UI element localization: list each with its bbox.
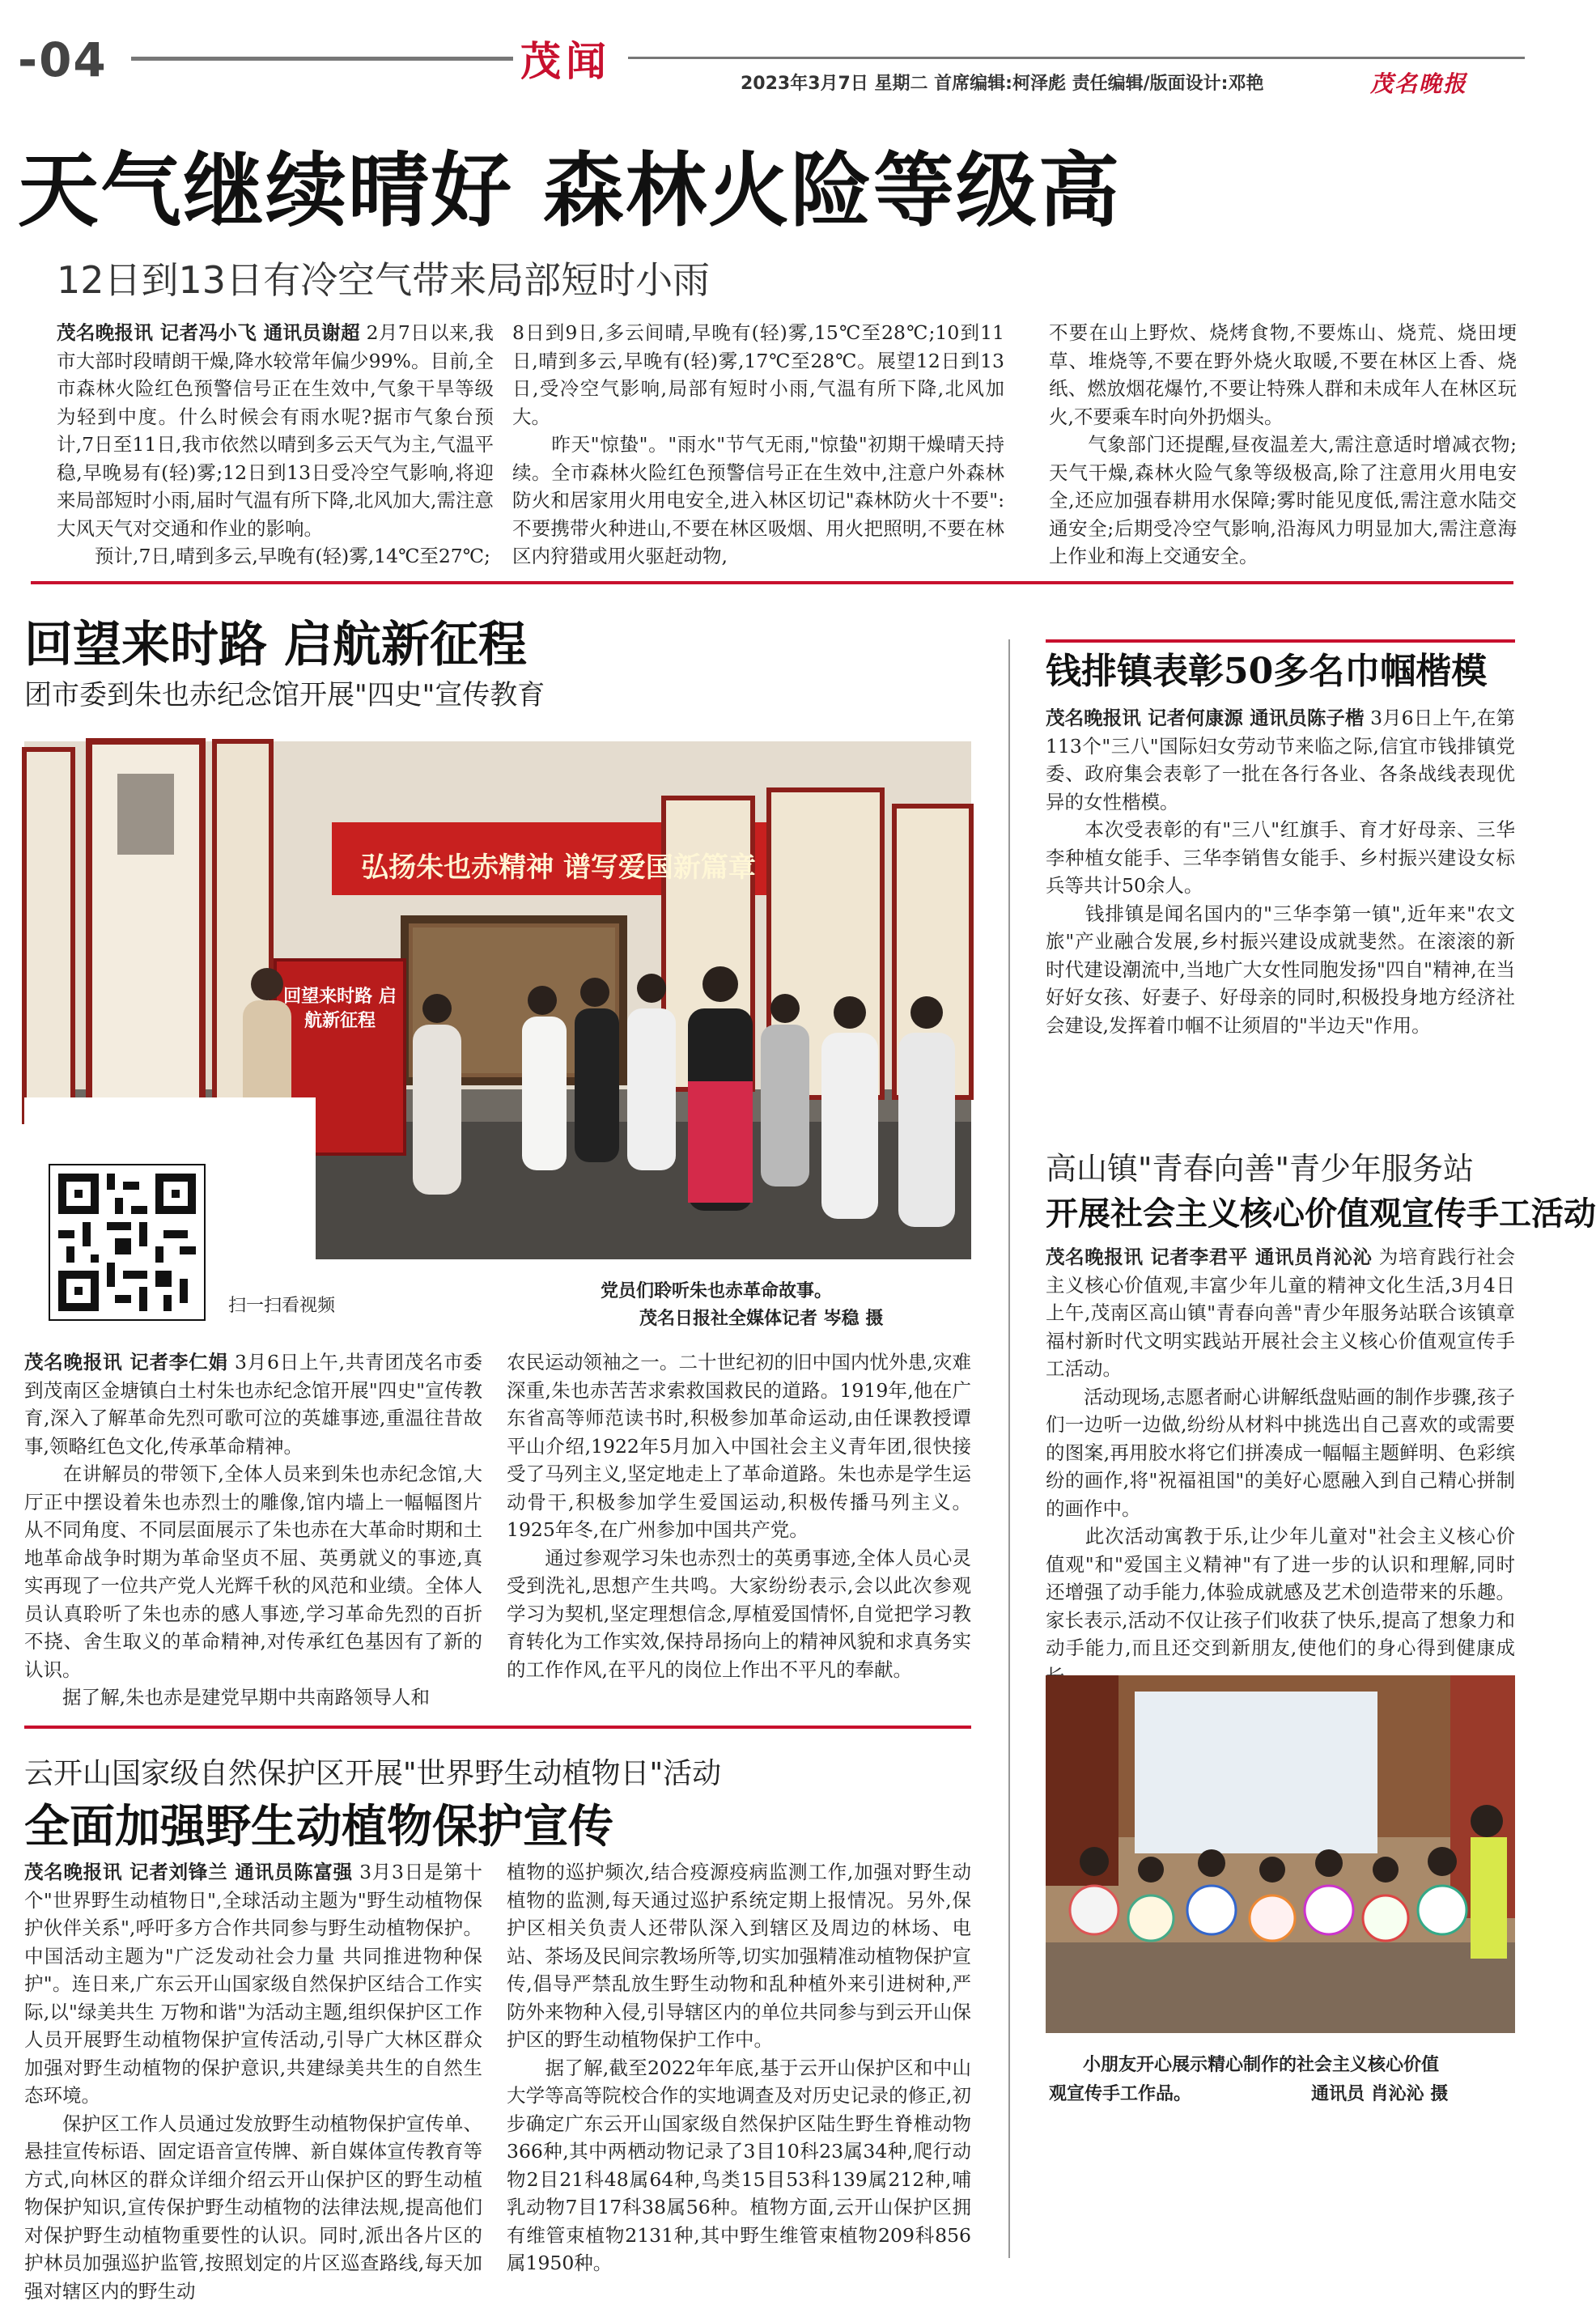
lead-byline: 茂名晚报讯 记者冯小飞 通讯员谢超 [57, 321, 360, 344]
section-name: 茂闻 [513, 29, 618, 87]
story3-column-2 [507, 1858, 971, 2279]
story3-text-1: 3月3日是第十个"世界野生动植物日",全球活动主题为"野生动植物保护伙伴关系",呼吁多方合作共同参与野生动植物保护。中国活动主题为"广泛发动社会力量 共同推进物种保护"。连日来,广东云开山国家级自然保护区结合工作实际,以"绿美共生 万物和谐"为活动主题,组织保护区工作人员开展野生动植物保护宣传活动,引导广大林区群众加强对野生动植物的保护意识,共建绿美共生的自然生态环境。 保护区工作人员通过发放野生动植物保护宣传单、悬挂宣传标语、固定语音宣传牌、新自媒体宣传教育等方式,向林区的群众详细介绍云开山保护区的野生动植物保护知识,宣传保护野生动植物的法律法规,提高他们对保护野生动植物重要性的认识。同时,派出各片区的护林员加强巡护监管,按照划定的片区巡查路线,每天加强对辖区内的野生动 [24, 1861, 482, 2303]
story3-headline: 全面加强野生动植物保护宣传 [24, 1800, 613, 1853]
story4-column [1046, 704, 1515, 1044]
story2-headline: 回望来时路 启航新征程 [24, 617, 527, 673]
story2-byline: 茂名晚报讯 记者李仁娟 [24, 1351, 228, 1373]
newspaper-logo: 茂名晚报 [1370, 70, 1468, 97]
story5-caption-credit: 通讯员 肖沁沁 摄 [1311, 2084, 1449, 2104]
lead-subheadline: 12日到13日有冷空气带来局部短时小雨 [57, 258, 711, 302]
section-divider-top [31, 581, 1513, 584]
section-divider-mid [24, 1726, 971, 1729]
lead-headline: 天气继续晴好 森林火险等级高 [18, 142, 1121, 238]
story2-text-2: 农民运动领袖之一。二十世纪初的旧中国内忧外患,灾难深重,朱也赤苦苦求索救国救民的道路。1919年,他在广东省高等师范读书时,积极参加革命运动,由任课教授谭平山介绍,1922年5月加入中国社会主义青年团,很快接受了马列主义,坚定地走上了革命道路。朱也赤是学生运动骨干,积极参加学生爱国运动,积极传播马列主义。1925年冬,在广州参加中国共产党。 通过参观学习朱也赤烈士的英勇事迹,全体人员心灵受到洗礼,思想产生共鸣。大家纷纷表示,会以此次参观学习为契机,坚定理想信念,厚植爱国情怀,自觉把学习教育转化为工作实效,保持昂扬向上的精神风貌和求真务实的工作作风,在平凡的岗位上作出不平凡的奉献。 [507, 1351, 971, 1681]
story5-headline: 开展社会主义核心价值观宣传手工活动 [1046, 1195, 1596, 1233]
story3-text-2: 植物的巡护频次,结合疫源疫病监测工作,加强对野生动植物的监测,每天通过巡护系统定期上报情况。另外,保护区相关负责人还带队深入到辖区及周边的林场、电站、茶场及民间宗教场所等,切实加强精准动植物保护宣传,倡导严禁乱放生野生动物和乱种植外来引进树种,严防外来物种入侵,引导辖区内的单位共同参与到云开山保护区的野生动植物保护工作中。 据了解,截至2022年年底,基于云开山保护区和中山大学等高等院校合作的实地调查及对历史记录的修正,初步确定广东云开山国家级自然保护区陆生野生脊椎动物366种,其中两栖动物记录了3目10科23属34种,爬行动物2目21科48属64种,鸟类15目53科139属212种,哺乳动物7目17科38属56种。植物方面,云开山保护区拥有维管束植物2131种,其中野生维管束植物209科856属1950种。 [507, 1861, 971, 2274]
page-number: -04 [18, 32, 108, 87]
lead-text-1: 2月7日以来,我市大部时段晴朗干燥,降水较常年偏少99%。目前,全市森林火险红色预警信号正在生效中,气象干旱等级为轻到中度。什么时候会有雨水呢?据市气象台预计,7日至11日,我市依然以晴到多云天气为主,气温平稳,早晚易有(轻)雾;12日到13日受冷空气影响,将迎来局部短时小雨,届时气温有所下降,北风加大,需注意大风天气对交通和作业的影响。 预计,7日,晴到多云,早晚有(轻)雾,14℃至27℃; [57, 321, 494, 567]
qr-code[interactable] [49, 1164, 206, 1321]
qr-label: 扫一扫看视频 [228, 1296, 336, 1316]
story2-subheadline: 团市委到朱也赤纪念馆开展"四史"宣传教育 [24, 679, 545, 711]
lead-column-1 [57, 319, 494, 567]
story2-text-1: 3月6日上午,共青团茂名市委到茂南区金塘镇白土村朱也赤纪念馆开展"四史"宣传教育,深入了解革命先烈可歌可泣的英雄事迹,重温往昔故事,领略红色文化,传承革命精神。 在讲解员的带领下,全体人员来到朱也赤纪念馆,大厅正中摆设着朱也赤烈士的雕像,馆内墙上一幅幅图片从不同角度、不同层面展示了朱也赤在大革命时期和土地革命战争时期为革命坚贞不屈、英勇就义的事迹,真实再现了一位共产党人光辉千秋的风范和业绩。全体人员认真聆听了朱也赤的感人事迹,学习革命先烈的百折不挠、舍生取义的革命精神,对传承红色基因有了新的认识。 据了解,朱也赤是建党早期中共南路领导人和 [24, 1351, 482, 1709]
story5-caption-1: 小朋友开心展示精心制作的社会主义核心价值 [1083, 2055, 1440, 2075]
photo-banner-text: 弘扬朱也赤精神 谱写爱国新篇章 [361, 851, 756, 884]
story2-caption-1: 党员们聆听朱也赤革命故事。 [601, 1281, 833, 1301]
story5-text: 为培育践行社会主义核心价值观,丰富少年儿童的精神文化生活,3月4日上午,茂南区高山镇"青春向善"青少年服务站联合该镇章福村新时代文明实践站开展社会主义核心价值观宣传手工活动。 活动现场,志愿者耐心讲解纸盘贴画的制作步骤,孩子们一边听一边做,纷纷从材料中挑选出自己喜欢的或需要的图案,再用胶水将它们拼凑成一幅幅主题鲜明、色彩缤纷的画作,将"祝福祖国"的美好心愿融入到自己精心拼制的画作中。 此次活动寓教于乐,让少年儿童对"社会主义核心价值观"和"爱国主义精神"有了进一步的认识和理解,同时还增强了动手能力,体验成就感及艺术创造带来的乐趣。家长表示,活动不仅让孩子们收获了快乐,提高了想象力和动手能力,而且还交到新朋友,使他们的身心得到健康成 [1046, 1246, 1515, 1659]
lead-text-3: 不要在山上野炊、烧烤食物,不要炼山、烧荒、烧田埂草、堆烧等,不要在野外烧火取暖,不要在林区上香、烧纸、燃放烟花爆竹,不要让特殊人群和未成年人在林区玩火,不要乘车时向外扔烟头。 气象部门还提醒,昼夜温差大,需注意适时增减衣物;天气干燥,森林火险气象等级极高,除了注意用火用电安全,还应加强春耕用水保障;雾时能见度低,需注意水陆交通安全;后期受冷空气影响,沿海风力明显加大,需注意海上作业和海上交通安全。 [1049, 321, 1517, 567]
story5-kicker: 高山镇"青春向善"青少年服务站 [1046, 1151, 1474, 1186]
story3-byline: 茂名晚报讯 记者刘锋兰 通讯员陈富强 [24, 1861, 353, 1883]
masthead-rule-right [628, 57, 1525, 59]
lead-column-3 [1049, 319, 1517, 567]
children-handicraft-photo [1046, 1675, 1515, 2033]
story2-column-2 [507, 1348, 971, 1735]
story4-headline: 钱排镇表彰50多名巾帼楷模 [1046, 651, 1488, 692]
story4-top-rule [1046, 639, 1515, 643]
story5-column [1046, 1243, 1515, 1661]
story2-column-1 [24, 1348, 482, 1735]
story3-column-1 [24, 1858, 482, 2303]
masthead-rule-left [131, 57, 528, 61]
story4-byline: 茂名晚报讯 记者何康源 通讯员陈子楷 [1046, 707, 1365, 729]
story5-byline: 茂名晚报讯 记者李君平 通讯员肖沁沁 [1046, 1246, 1373, 1268]
story2-caption-2: 茂名日报社全媒体记者 岑稳 摄 [639, 1309, 884, 1329]
lead-text-2: 8日到9日,多云间晴,早晚有(轻)雾,15℃至28℃;10到11日,晴到多云,早晚有(轻)雾,17℃至28℃。展望12日到13日,受冷空气影响,局部有短时小雨,气温有所下降,北风加大。 昨天"惊蛰"。"雨水"节气无雨,"惊蛰"初期干燥晴天持续。全市森林火险红色预警信号正在生效中,注意户外森林防火和居家用火用电安全,进入林区切记"森林防火十不要":不要携带火种进山,不要在林区吸烟、用火把照明,不要在林区内狩猎或用火驱赶动物, [512, 321, 1004, 567]
column-divider [1008, 639, 1010, 2258]
photo-board-text: 回望来时路 启航新征程 [283, 986, 397, 1031]
story4-text: 3月6日上午,在第113个"三八"国际妇女劳动节来临之际,信宜市钱排镇党委、政府集会表彰了一批在各行各业、各条战线表现优异的女性楷模。 本次受表彰的有"三八"红旗手、育才好母亲、三华李种植女能手、三华李销售女能手、乡村振兴建设女标兵等共计50余人。 钱排镇是闻名国内的"三华李第一镇",近年来"农文旅"产业融合发展,乡村振兴建设成就斐然。在滚滚的新时代建设潮流中,当地广大女性同胞发扬"四自"精神,在当好好女孩、好妻子、好母亲的同时,积极投身地方经济社会建设,发挥着巾帼不让须眉的"半边天"作用。 [1046, 707, 1515, 1037]
story5-caption-2: 观宣传手工作品。 [1049, 2084, 1192, 2104]
masthead-info: 2023年3月7日 星期二 首席编辑:柯泽彪 责任编辑/版面设计:邓艳 [741, 74, 1264, 94]
lead-column-2 [512, 319, 1004, 567]
story3-kicker: 云开山国家级自然保护区开展"世界野生动植物日"活动 [24, 1757, 722, 1790]
